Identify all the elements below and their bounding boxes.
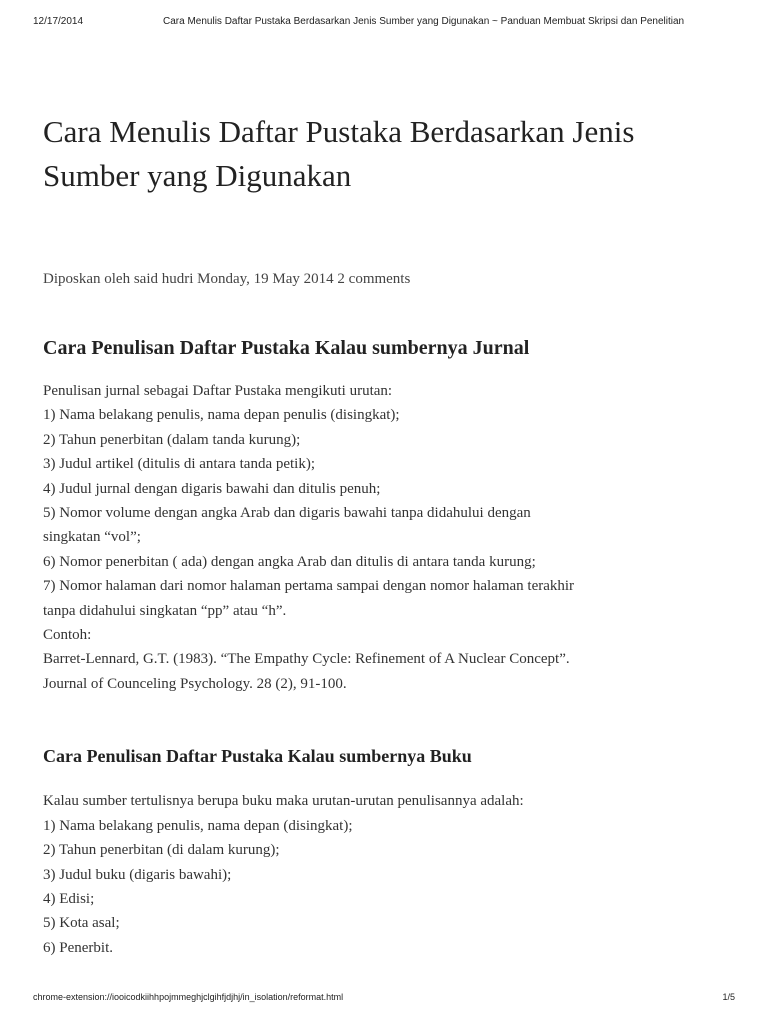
article-title-line-1: Cara Menulis Daftar Pustaka Berdasarkan Jenis (43, 114, 635, 149)
text-line: 6) Nomor penerbitan ( ada) dengan angka Arab dan ditulis di antara tanda kurung; (43, 553, 536, 570)
text-line: 5) Kota asal; (43, 915, 120, 932)
text-line: 2) Tahun penerbitan (di dalam kurung); (43, 842, 280, 859)
print-date: 12/17/2014 (33, 16, 84, 27)
section-heading-jurnal: Cara Penulisan Daftar Pustaka Kalau sumbernya Jurnal (43, 337, 530, 359)
text-line: 4) Judul jurnal dengan digaris bawahi dan ditulis penuh; (43, 480, 381, 497)
article-title-line-2: Sumber yang Digunakan (43, 158, 352, 193)
print-page-title: Cara Menulis Daftar Pustaka Berdasarkan Jenis Sumber yang Digunakan ~ Panduan Membuat Skripsi dan Penelitian (163, 16, 685, 27)
text-line: Contoh: (43, 627, 92, 644)
section-body-buku (43, 789, 693, 960)
text-line: Barret-Lennard, G.T. (1983). “The Empathy Cycle: Refinement of A Nuclear Concept”. (43, 651, 570, 668)
text-line: Journal of Counceling Psychology. 28 (2), 91-100. (43, 675, 347, 692)
article (43, 110, 693, 960)
text-line: 3) Judul artikel (ditulis di antara tanda petik); (43, 456, 316, 473)
text-line: Penulisan jurnal sebagai Daftar Pustaka mengikuti urutan: (43, 383, 393, 399)
print-header (33, 16, 735, 30)
text-line: singkatan “vol”; (43, 529, 141, 546)
article-title (43, 110, 693, 198)
text-line: 6) Penerbit. (43, 939, 113, 956)
text-line: 4) Edisi; (43, 890, 95, 907)
text-line: 2) Tahun penerbitan (dalam tanda kurung); (43, 431, 301, 448)
post-meta: Diposkan oleh said hudri Monday, 19 May 2014 2 comments (43, 271, 411, 287)
text-line: Kalau sumber tertulisnya berupa buku maka urutan-urutan penulisannya adalah: (43, 793, 524, 810)
section-body-jurnal (43, 379, 693, 696)
section-heading-buku: Cara Penulisan Daftar Pustaka Kalau sumbernya Buku (43, 746, 472, 767)
text-line: 7) Nomor halaman dari nomor halaman pertama sampai dengan nomor halaman terakhir (43, 578, 575, 595)
print-footer (33, 992, 735, 1006)
text-line: 1) Nama belakang penulis, nama depan penulis (disingkat); (43, 407, 400, 424)
text-line: tanpa didahului singkatan “pp” atau “h”. (43, 602, 287, 619)
print-url: chrome-extension://iooicodkiihhpojmmeghjclgihfjdjhj/in_isolation/reformat.html (33, 992, 344, 1002)
print-page-number: 1/5 (722, 992, 735, 1002)
text-line: 3) Judul buku (digaris bawahi); (43, 866, 232, 883)
text-line: 5) Nomor volume dengan angka Arab dan digaris bawahi tanpa didahului dengan (43, 505, 531, 522)
text-line: 1) Nama belakang penulis, nama depan (disingkat); (43, 817, 353, 834)
